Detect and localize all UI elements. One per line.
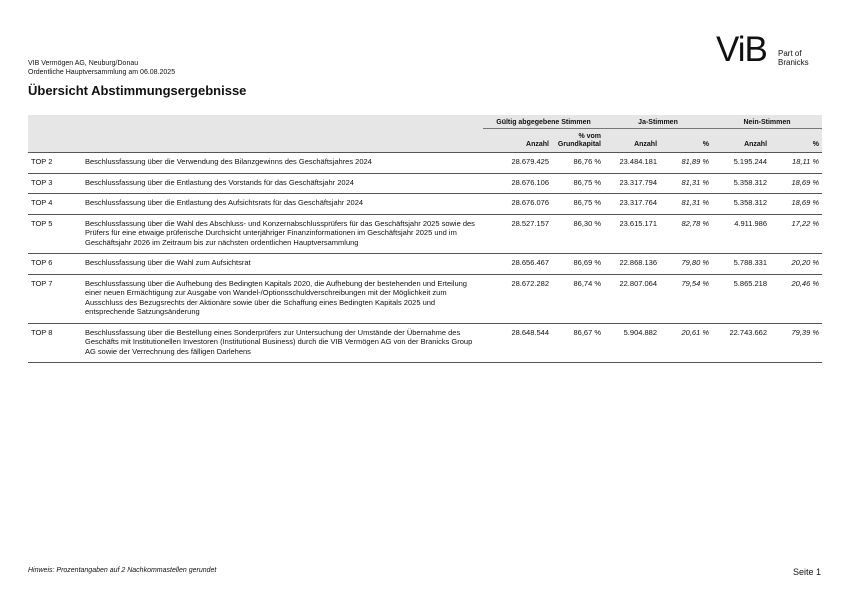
resolution-description: Beschlussfassung über die Entlastung des Aufsichtsrats für das Geschäftsjahr 2024 — [85, 198, 364, 207]
company-info — [28, 60, 175, 77]
no-votes-pct: 18,11 % — [792, 157, 820, 166]
valid-votes-count: 28.676.106 — [511, 177, 549, 187]
yes-votes-pct: 79,80 % — [681, 258, 710, 267]
agenda-item: TOP 8 — [31, 327, 53, 337]
no-votes-count: 4.911.986 — [734, 218, 768, 228]
agenda-item: TOP 6 — [31, 258, 53, 267]
header-valid-pct — [552, 129, 604, 153]
valid-votes-pct: 86,75 % — [573, 198, 602, 207]
no-votes-count: 22.743.662 — [729, 327, 768, 337]
header-valid-votes: Gültig abgegebene Stimmen — [483, 115, 604, 129]
logo-mark: ViB — [716, 30, 767, 69]
yes-votes-count: 23.484.181 — [619, 157, 658, 166]
table-row — [28, 254, 822, 275]
valid-votes-pct: 86,67 % — [573, 327, 602, 337]
table-row — [28, 194, 822, 215]
resolution-description: Beschlussfassung über die Entlastung des Vorstands für das Geschäftsjahr 2024 — [85, 177, 354, 187]
header-row-groups — [28, 115, 822, 129]
header-row-columns — [28, 129, 822, 153]
page-title: Übersicht Abstimmungsergebnisse — [28, 83, 247, 98]
yes-votes-pct: 81,31 % — [681, 198, 710, 207]
no-votes-pct: 18,69 % — [791, 177, 820, 187]
no-votes-count: 5.195.244 — [733, 157, 768, 166]
header-blank-2 — [28, 129, 483, 153]
header-yes-pct: % — [660, 129, 712, 153]
valid-votes-count: 28.676.076 — [511, 198, 549, 207]
table-row — [28, 153, 822, 174]
yes-votes-pct: 82,78 % — [681, 218, 710, 228]
resolution-description: Beschlussfassung über die Wahl zum Aufsichtsrat — [85, 258, 251, 267]
resolution-description: Beschlussfassung über die Verwendung des Bilanzgewinns des Geschäftsjahres 2024 — [85, 157, 372, 166]
resolution-description: Beschlussfassung über die Wahl des Abschluss- und Konzernabschlussprüfers für das Geschäftsjahr 2025 sowie des Prüfers für eine etwaige prüferische Durchsicht unterjähriger Finanzinformationen im Geschäftsjahr 2025 und im Geschäftsjahr 2026 im Zeitraum bis zur nächsten ordentlichen Hauptversammlung — [85, 218, 475, 247]
valid-votes-count: 28.527.157 — [511, 218, 549, 228]
no-votes-pct: 18,69 % — [791, 198, 820, 207]
no-votes-pct: 17,22 % — [791, 218, 820, 228]
company-name: VIB Vermögen AG, Neuburg/Donau — [28, 60, 139, 67]
header-yes-count: Anzahl — [604, 129, 660, 153]
yes-votes-count: 23.317.764 — [619, 198, 658, 207]
logo-subline — [778, 49, 809, 67]
no-votes-count: 5.358.312 — [733, 198, 768, 207]
no-votes-count: 5.358.312 — [733, 177, 768, 187]
page-number: Seite 1 — [792, 567, 821, 577]
yes-votes-pct: 81,31 % — [681, 177, 710, 187]
yes-votes-pct: 20,61 % — [681, 327, 710, 337]
agenda-item: TOP 4 — [31, 198, 53, 207]
valid-votes-pct: 86,76 % — [573, 157, 602, 166]
valid-votes-count: 28.672.282 — [511, 278, 549, 288]
agenda-item: TOP 5 — [31, 218, 53, 228]
valid-votes-count: 28.679.425 — [511, 157, 549, 166]
logo-branicks: Branicks — [778, 58, 809, 67]
header-yes-votes: Ja-Stimmen — [604, 115, 712, 129]
header-valid-count: Anzahl — [483, 129, 552, 153]
no-votes-pct: 79,39 % — [791, 327, 820, 337]
table-row — [28, 214, 822, 254]
table-row — [28, 274, 822, 323]
header-valid-pct-line2: Grundkapital — [557, 141, 602, 148]
valid-votes-count: 28.656.467 — [511, 258, 549, 267]
voting-results-table — [28, 115, 822, 363]
vib-logo — [716, 30, 826, 72]
no-votes-count: 5.788.331 — [733, 258, 768, 267]
valid-votes-pct: 86,75 % — [573, 177, 602, 187]
valid-votes-pct: 86,30 % — [573, 218, 602, 228]
no-votes-pct: 20,46 % — [791, 278, 820, 288]
yes-votes-count: 23.317.794 — [619, 177, 658, 187]
yes-votes-pct: 81,89 % — [681, 157, 710, 166]
agenda-item: TOP 7 — [31, 278, 53, 288]
header-no-pct: % — [770, 129, 822, 153]
yes-votes-count: 22.868.136 — [619, 258, 658, 267]
meeting-date: Ordentliche Hauptversammlung am 06.08.2025 — [28, 68, 176, 76]
yes-votes-count: 5.904.882 — [623, 327, 658, 337]
resolution-description: Beschlussfassung über die Bestellung eines Sonderprüfers zur Untersuchung der Umstände der Übernahme des Geschäfts mit Institutionellen Investoren (Institutional Business) durch die VIB Vermögen AG von der Branicks Group AG sowie der Verrechnung des fälligen Darlehens — [85, 327, 473, 356]
resolution-description: Beschlussfassung über die Aufhebung des Bedingten Kapitals 2020, die Aufhebung der bestehenden und Erteilung einer neuen Ermächtigung zur Ausgabe von Wandel-/Optionsschuldverschreibungen mit der Möglichkeit zum Ausschluss des Bezugsrechts der Aktionäre sowie über die Schaffung eines Bedingten Kapitals 2025 und entsprechende Satzungsänderung — [85, 278, 467, 316]
no-votes-count: 5.865.218 — [733, 278, 768, 288]
header-no-count: Anzahl — [712, 129, 770, 153]
valid-votes-pct: 86,74 % — [573, 278, 602, 288]
agenda-item: TOP 3 — [31, 177, 53, 187]
table-row — [28, 173, 822, 194]
yes-votes-count: 22.807.064 — [619, 278, 658, 288]
header-blank — [28, 115, 483, 129]
valid-votes-pct: 86,69 % — [573, 258, 602, 267]
logo-part-of: Part of — [778, 49, 802, 58]
table-row — [28, 323, 822, 363]
yes-votes-pct: 79,54 % — [681, 278, 710, 288]
agenda-item: TOP 2 — [31, 157, 53, 166]
header-valid-pct-line1: % vom — [578, 133, 602, 140]
no-votes-pct: 20,20 % — [791, 258, 820, 267]
header-no-votes: Nein-Stimmen — [712, 115, 822, 129]
yes-votes-count: 23.615.171 — [619, 218, 658, 228]
rounding-note: Hinweis: Prozentangaben auf 2 Nachkommastellen gerundet — [28, 567, 217, 574]
valid-votes-count: 28.648.544 — [511, 327, 549, 337]
